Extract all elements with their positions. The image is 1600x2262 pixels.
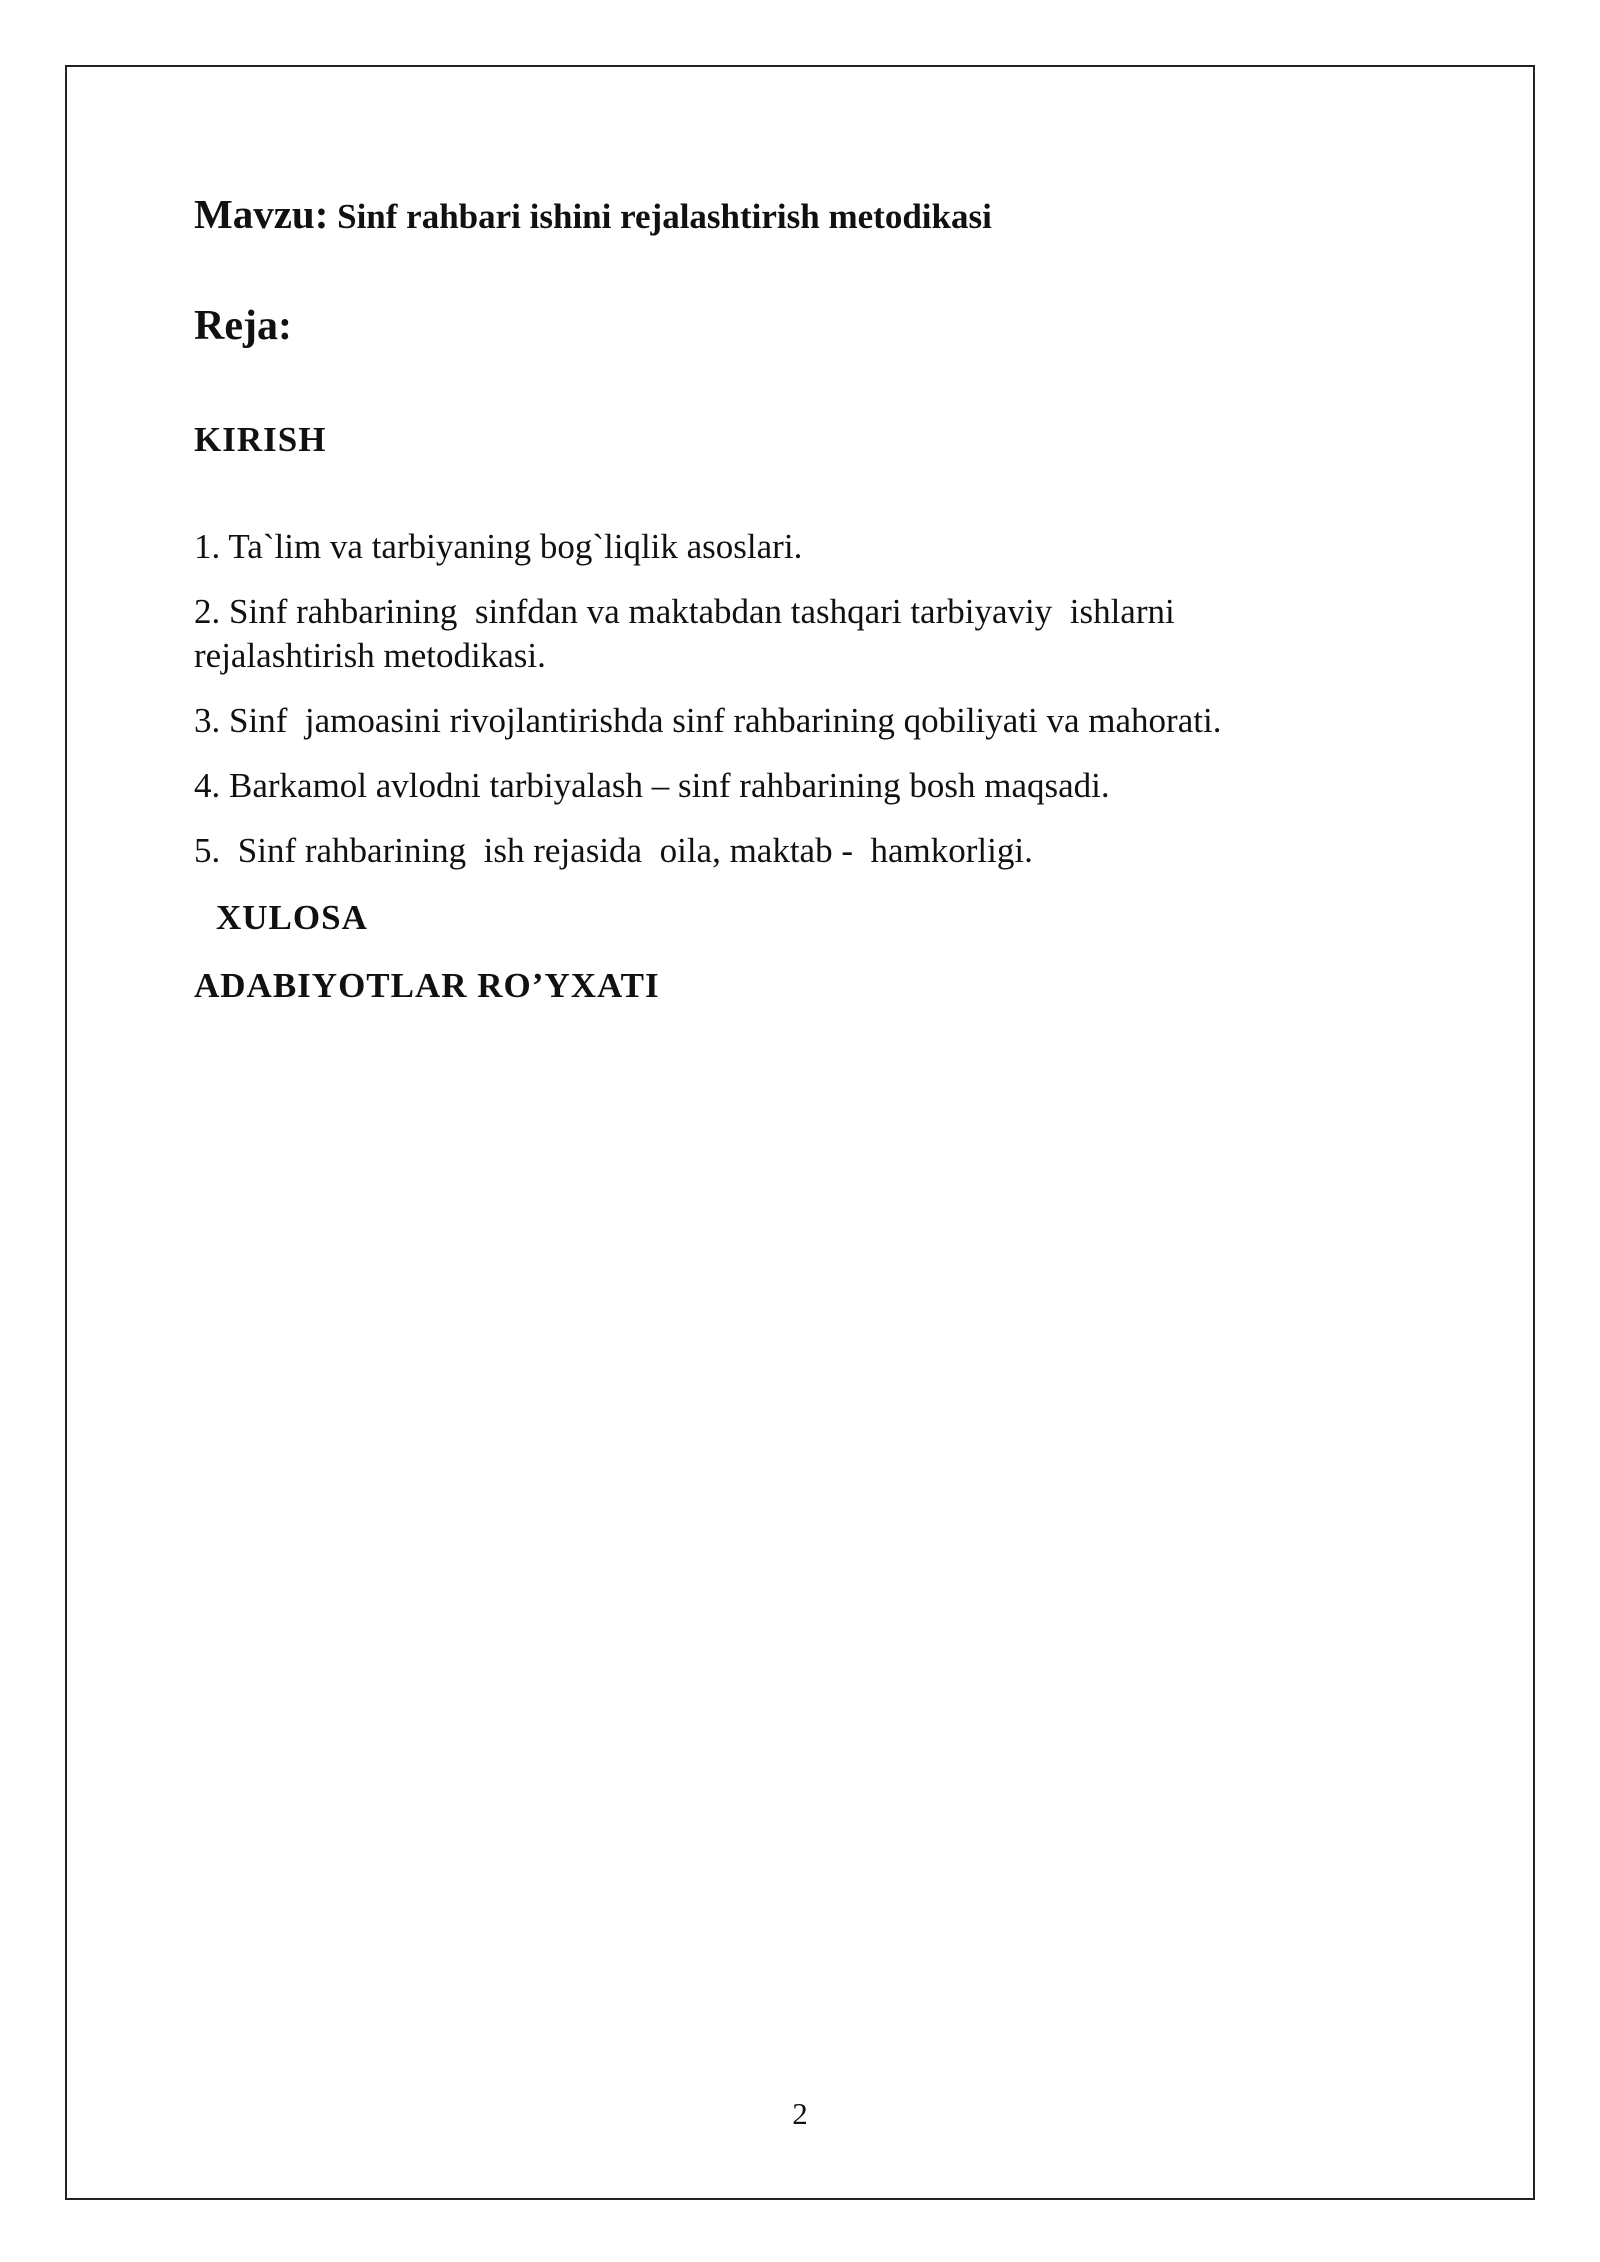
page-border bbox=[65, 65, 1535, 2200]
topic-text: Sinf rahbari ishini rejalashtirish metodikasi bbox=[328, 197, 992, 236]
intro-heading: KIRISH bbox=[194, 420, 327, 459]
plan-item: 3. Sinf jamoasini rivojlantirishda sinf rahbarining qobiliyati va mahorati. bbox=[194, 701, 1222, 740]
plan-item: 5. Sinf rahbarining ish rejasida oila, maktab - hamkorligi. bbox=[194, 831, 1033, 870]
plan-item: 1. Ta`lim va tarbiyaning bog`liqlik asoslari. bbox=[194, 527, 803, 566]
page-number: 2 bbox=[792, 2096, 808, 2131]
references-heading: ADABIYOTLAR RO’YXATI bbox=[194, 966, 660, 1005]
plan-item: 2. Sinf rahbarining sinfdan va maktabdan tashqari tarbiyaviy ishlarni rejalashtirish metodikasi. bbox=[194, 592, 1184, 675]
topic-label: Mavzu: bbox=[194, 191, 329, 237]
plan-item: 4. Barkamol avlodni tarbiyalash – sinf rahbarining bosh maqsadi. bbox=[194, 766, 1110, 805]
topic-title bbox=[194, 190, 1344, 239]
plan-list bbox=[194, 525, 1344, 894]
plan-heading: Reja: bbox=[194, 303, 292, 349]
document-body bbox=[194, 190, 1344, 1005]
conclusion-heading: XULOSA bbox=[216, 898, 368, 937]
